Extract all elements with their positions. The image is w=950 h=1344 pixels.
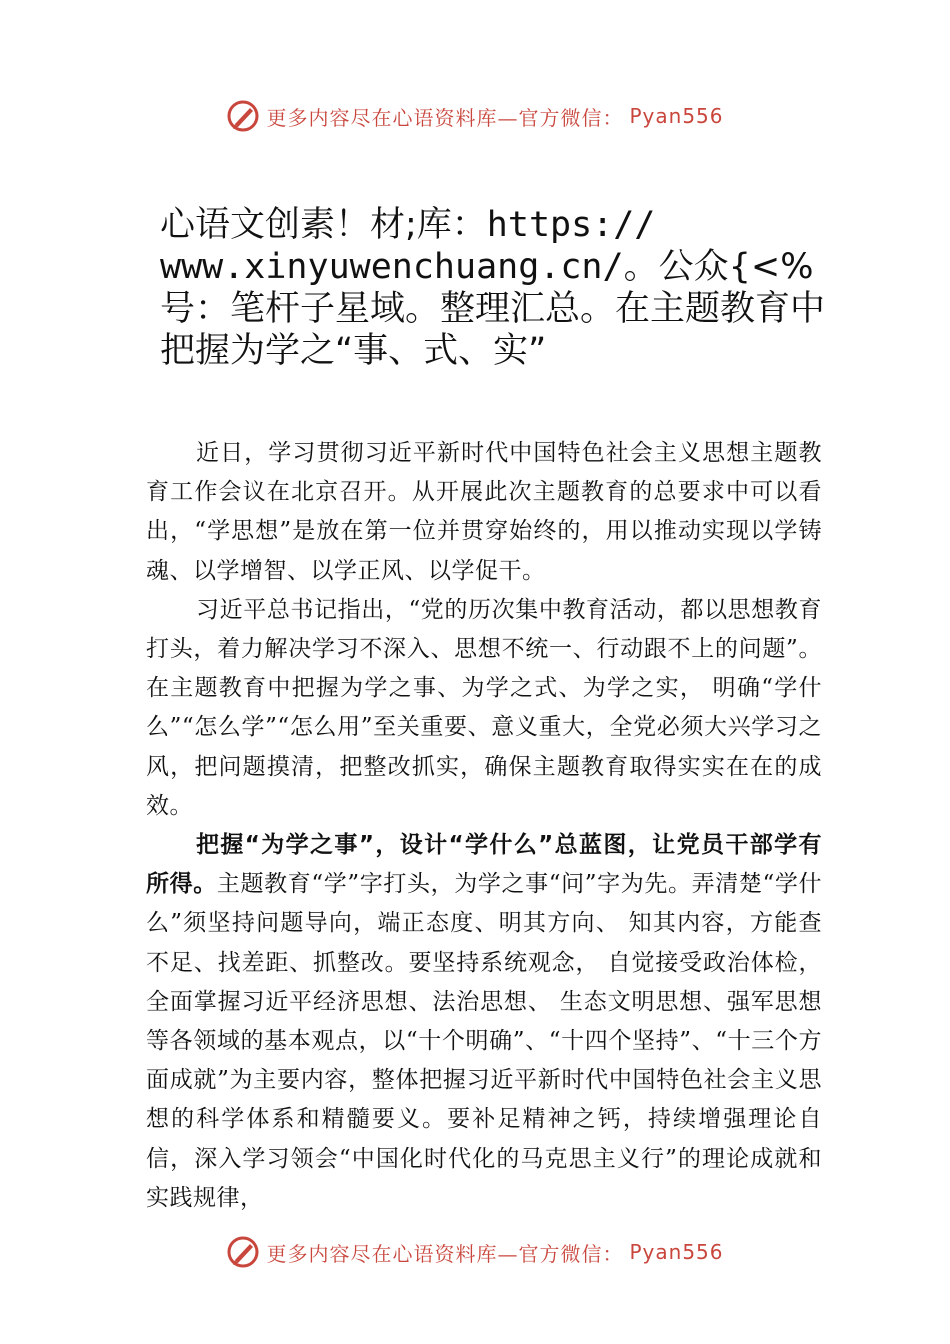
title-url-1: https:// (486, 205, 656, 245)
paragraph-1: 近日，学习贯彻习近平新时代中国特色社会主义思想主题教育工作会议在北京召开。从开展此次主题教育的总要求中可以看出，“学思想”是放在第一位并贯穿始终的，用以推动实现以学铸魂、以学增智、以学正风、以学促干。 (146, 440, 822, 584)
paragraph-3-lead: 把握“为学之事”，设计“学什么”总蓝图，让党员干部学有所得。 (146, 832, 822, 898)
pen-circle-icon (226, 1235, 260, 1269)
watermark-text: 更多内容尽在心语资料库—官方微信： (266, 1241, 624, 1266)
document-body (146, 434, 822, 1218)
paragraph-3 (146, 826, 822, 1218)
document-title (160, 204, 850, 372)
pen-circle-icon (226, 99, 260, 133)
footer-watermark (0, 1232, 950, 1272)
title-url-2: www.xinyuwenchuang.cn/ (160, 247, 624, 287)
watermark-text: 更多内容尽在心语资料库—官方微信： (266, 105, 624, 130)
watermark-wechat-id: Pyan556 (629, 1240, 724, 1264)
header-watermark (0, 96, 950, 136)
watermark-wechat-id: Pyan556 (629, 104, 724, 128)
title-rest: 。公众{<%号：笔杆子星域。整理汇总。在主题教育中把握为学之“事、式、实” (160, 247, 826, 371)
paragraph-2: 习近平总书记指出，“党的历次集中教育活动，都以思想教育打头，着力解决学习不深入、思想不统一、行动跟不上的问题”。在主题教育中把握为学之事、为学之式、为学之实， 明确“学什么”“怎么学”“怎么用”至关重要、意义重大，全党必须大兴学习之风，把问题摸清，把整改抓实，确保主题教育取得实实在在的成效。 (146, 596, 822, 819)
paragraph-3-text: 主题教育“学”字打头，为学之事“问”字为先。弄清楚“学什么”须坚持问题导向，端正态度、明其方向、 知其内容，方能查不足、找差距、抓整改。要坚持系统观念， 自觉接受政治体检，全面掌握习近平经济思想、法治思想、 生态文明思想、强军思想等各领域的基本观点，以“十个明确”、“十四个坚持”、“十三个方面成就”为主要内容，整体把握习近平新时代中国特色社会主义思想的科学体系和精髓要义。要补足精神之钙，持续增强理论自信，深入学习领会“中国化时代化的马克思主义行”的理论成就和实践规律， (146, 871, 822, 1211)
title-prefix: 心语文创素！材;库： (160, 205, 487, 245)
